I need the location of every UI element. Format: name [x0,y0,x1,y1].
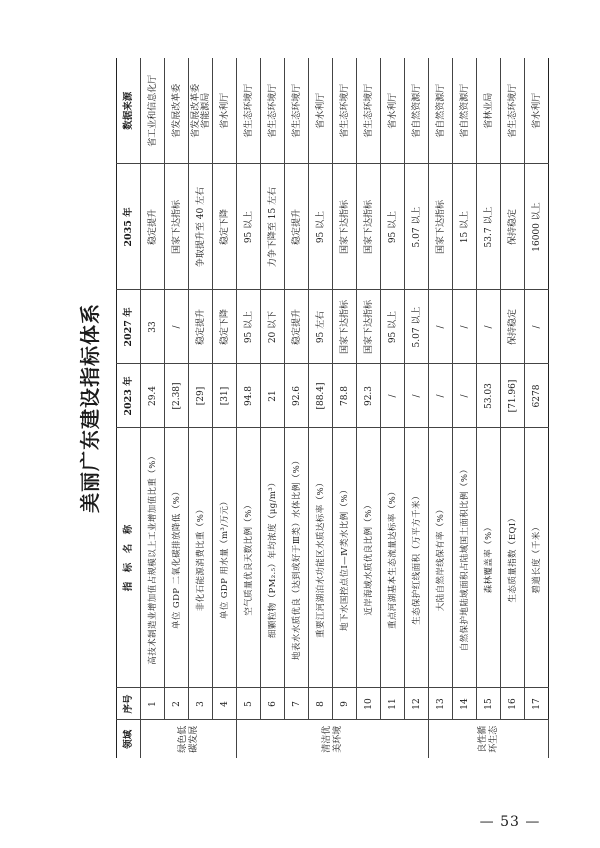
table-row [237,58,261,758]
value-2035: 95 以上 [237,164,261,290]
value-2027: 33 [141,290,165,364]
data-source: 省林业局 [477,58,501,164]
indicator-name: 自然保护地陆域面积占陆域国土面积比例（%） [453,428,477,688]
col-header-2023: 2023 年 [117,364,141,428]
value-2035: 16000 以上 [525,164,549,290]
indicator-name: 地下水国控点位Ⅰ—Ⅳ类水比例（%） [333,428,357,688]
indicator-name: 重点河湖基本生态流量达标率（%） [381,428,405,688]
data-source: 省生态环境厅 [261,58,285,164]
table-row [357,58,381,758]
indicator-name: 单位 GDP 二氧化碳排放降低（%） [165,428,189,688]
data-source: 省生态环境厅 [237,58,261,164]
indicator-name: 空气质量优良天数比例（%） [237,428,261,688]
value-2035: 力争下降至 15 左右 [261,164,285,290]
indicator-name: 高技术制造业增加值占规模以上工业增加值比重（%） [141,428,165,688]
value-2027: / [453,290,477,364]
value-2027: 95 以上 [237,290,261,364]
indicator-name: 森林覆盖率（%） [477,428,501,688]
value-2023: 29.4 [141,364,165,428]
value-2023: / [405,364,429,428]
data-source: 省水利厅 [525,58,549,164]
row-number: 15 [477,688,501,720]
table-row [525,58,549,758]
value-2035: 稳定下降 [213,164,237,290]
row-number: 11 [381,688,405,720]
table-row [453,58,477,758]
header-row [117,58,141,758]
value-2027: / [165,290,189,364]
data-source: 省生态环境厅 [285,58,309,164]
value-2023: [29] [189,364,213,428]
indicator-name: 地表水水质优良（达到或好于Ⅲ类）水体比例（%） [285,428,309,688]
value-2035: 稳定提升 [141,164,165,290]
row-number: 5 [237,688,261,720]
indicator-name: 生态质量指数（EQI） [501,428,525,688]
data-source: 省水利厅 [381,58,405,164]
table-row [381,58,405,758]
data-source: 省自然资源厅 [405,58,429,164]
table-row [189,58,213,758]
row-number: 6 [261,688,285,720]
value-2035: 争取提升至 40 左右 [189,164,213,290]
indicator-name: 生态保护红线面积（万平方千米） [405,428,429,688]
table-row [141,58,165,758]
data-source: 省生态环境厅 [501,58,525,164]
indicator-name: 近岸海域水质优良比例（%） [357,428,381,688]
value-2027: 95 以上 [381,290,405,364]
data-source: 省水利厅 [213,58,237,164]
data-source: 省生态环境厅 [333,58,357,164]
table-row [285,58,309,758]
row-number: 1 [141,688,165,720]
value-2023: / [429,364,453,428]
value-2035: 国家下达指标 [333,164,357,290]
row-number: 14 [453,688,477,720]
indicator-name: 非化石能源消费比重（%） [189,428,213,688]
data-source: 省发展改革委 [165,58,189,164]
value-2035: 国家下达指标 [429,164,453,290]
row-number: 2 [165,688,189,720]
domain-cell: 绿色低碳发展 [141,720,237,758]
value-2023: [31] [213,364,237,428]
value-2027: 稳定下降 [213,290,237,364]
row-number: 8 [309,688,333,720]
indicator-name: 碧道长度（千米） [525,428,549,688]
table-row [405,58,429,758]
value-2027: 5.07 以上 [405,290,429,364]
indicator-name: 细颗粒物（PM₂.₅）年均浓度（μg/m³） [261,428,285,688]
row-number: 10 [357,688,381,720]
col-header-source: 数据来源 [117,58,141,164]
table-row [501,58,525,758]
table-row [477,58,501,758]
data-source: 省水利厅 [309,58,333,164]
value-2023: [71.96] [501,364,525,428]
value-2023: 78.8 [333,364,357,428]
table-row [261,58,285,758]
value-2023: 6278 [525,364,549,428]
value-2027: / [525,290,549,364]
value-2027: / [477,290,501,364]
value-2027: 95 左右 [309,290,333,364]
table-title: 美丽广东建设指标体系 [78,303,102,513]
table-row [333,58,357,758]
domain-cell: 清洁优美环境 [237,720,429,758]
value-2023: 92.3 [357,364,381,428]
data-source: 省生态环境厅 [357,58,381,164]
row-number: 16 [501,688,525,720]
indicator-name: 重要江河湖泊水功能区水质达标率（%） [309,428,333,688]
row-number: 3 [189,688,213,720]
value-2035: 5.07 以上 [405,164,429,290]
value-2027: 20 以下 [261,290,285,364]
value-2035: 国家下达指标 [357,164,381,290]
table-row [165,58,189,758]
value-2027: 国家下达指标 [357,290,381,364]
value-2027: 国家下达指标 [333,290,357,364]
value-2027: 保持稳定 [501,290,525,364]
row-number: 7 [285,688,309,720]
value-2035: 稳定提升 [285,164,309,290]
col-header-2027: 2027 年 [117,290,141,364]
value-2035: 95 以上 [309,164,333,290]
value-2035: 国家下达指标 [165,164,189,290]
value-2023: 94.8 [237,364,261,428]
value-2035: 保持稳定 [501,164,525,290]
indicator-name: 单位 GDP 用水量（m³/万元） [213,428,237,688]
value-2023: 92.6 [285,364,309,428]
table-row [429,58,453,758]
row-number: 17 [525,688,549,720]
data-source: 省工业和信息化厅 [141,58,165,164]
value-2027: / [429,290,453,364]
row-number: 13 [429,688,453,720]
data-source: 省自然资源厅 [453,58,477,164]
value-2023: [2.38] [165,364,189,428]
value-2023: / [381,364,405,428]
page-number: — 53 — [479,814,541,830]
table-row [309,58,333,758]
value-2035: 53.7 以上 [477,164,501,290]
value-2023: 21 [261,364,285,428]
value-2023: / [453,364,477,428]
row-number: 4 [213,688,237,720]
col-header-2035: 2035 年 [117,164,141,290]
data-source: 省自然资源厅 [429,58,453,164]
indicator-name: 大陆自然岸线保有率（%） [429,428,453,688]
value-2035: 15 以上 [453,164,477,290]
value-2027: 稳定提升 [189,290,213,364]
table-row [213,58,237,758]
row-number: 12 [405,688,429,720]
value-2035: 95 以上 [381,164,405,290]
value-2023: [88.4] [309,364,333,428]
col-header-number: 序号 [117,688,141,720]
col-header-domain: 领域 [117,720,141,758]
row-number: 9 [333,688,357,720]
indicator-table [116,58,549,758]
value-2027: 稳定提升 [285,290,309,364]
value-2023: 53.03 [477,364,501,428]
data-source: 省发展改革委 省能源局 [189,58,213,164]
rotated-page-content [73,58,542,758]
domain-cell: 良性循环生态 [429,720,549,758]
col-header-indicator: 指 标 名 称 [117,428,141,688]
